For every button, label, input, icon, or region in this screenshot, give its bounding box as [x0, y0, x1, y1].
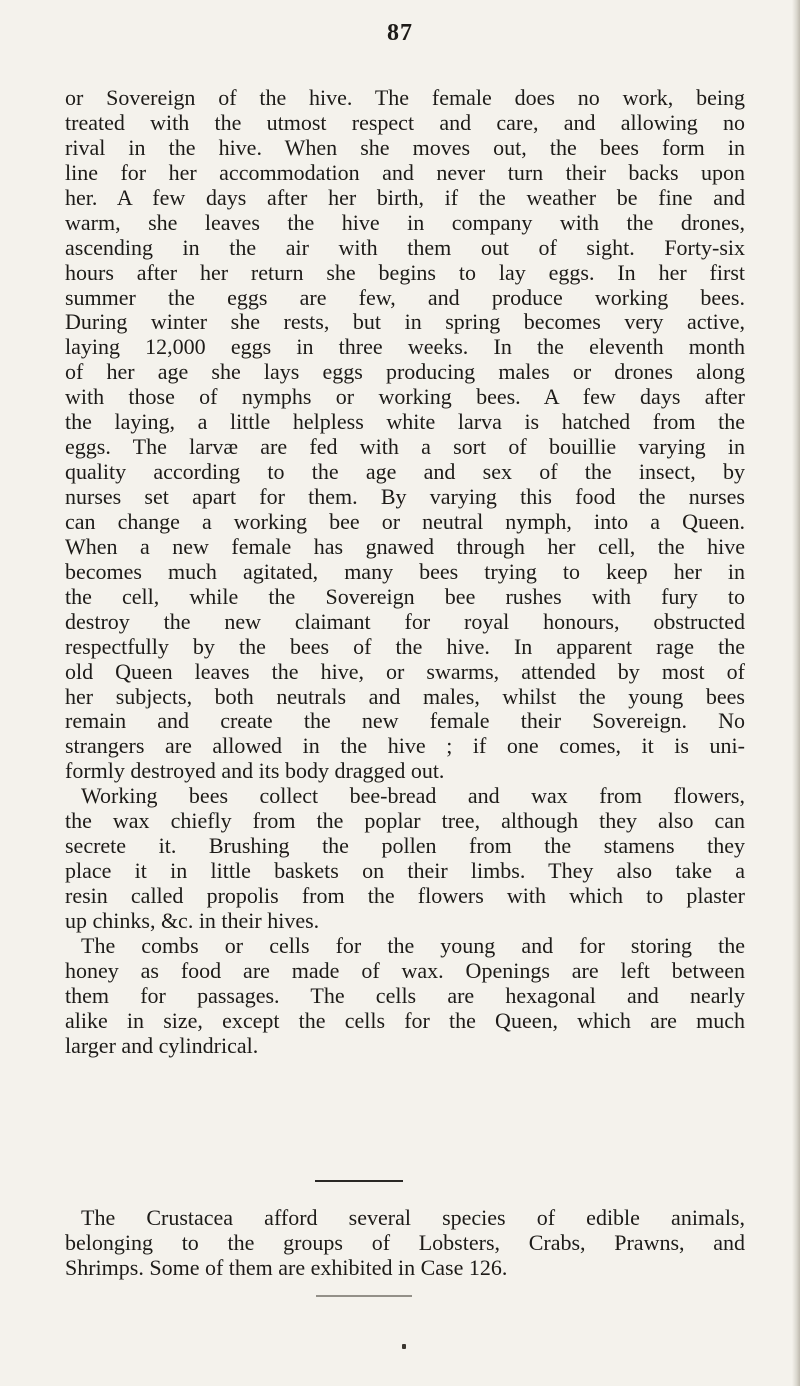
text-line: line for her accommodation and never turn their backs upon	[65, 160, 745, 185]
bottom-rule	[316, 1295, 412, 1297]
text-line: quality according to the age and sex of the insect, by	[65, 460, 745, 485]
text-line: The combs or cells for the young and for storing the	[81, 933, 745, 958]
text-line: summer the eggs are few, and produce working bees.	[65, 285, 745, 310]
paragraph-queen-bee	[65, 86, 745, 784]
text-line: belonging to the groups of Lobsters, Crabs, Prawns, and	[65, 1230, 745, 1255]
text-line: place it in little baskets on their limbs. They also take a	[65, 859, 745, 884]
text-line: Shrimps. Some of them are exhibited in Case 126.	[65, 1255, 508, 1280]
text-line: her. A few days after her birth, if the weather be fine and	[65, 185, 745, 210]
text-line: warm, she leaves the hive in company with the drones,	[65, 210, 745, 235]
text-line: alike in size, except the cells for the Queen, which are much	[65, 1008, 745, 1033]
text-line: eggs. The larvæ are fed with a sort of bouillie varying in	[65, 435, 745, 460]
text-line: destroy the new claimant for royal honours, obstructed	[65, 609, 745, 634]
section-divider	[315, 1180, 403, 1182]
text-line: the laying, a little helpless white larva is hatched from the	[65, 410, 745, 435]
text-line: respectfully by the bees of the hive. In apparent rage the	[65, 634, 745, 659]
text-line: remain and create the new female their Sovereign. No	[65, 709, 745, 734]
text-line: larger and cylindrical.	[65, 1033, 259, 1058]
text-line: When a new female has gnawed through her cell, the hive	[65, 534, 745, 559]
text-line: laying 12,000 eggs in three weeks. In the eleventh month	[65, 335, 745, 360]
text-line: treated with the utmost respect and care, and allowing no	[65, 110, 745, 135]
text-line: with those of nymphs or working bees. A few days after	[65, 385, 745, 410]
page-edge-shadow	[792, 0, 800, 1386]
text-line: secrete it. Brushing the pollen from the stamens they	[65, 834, 745, 859]
text-line: can change a working bee or neutral nymph, into a Queen.	[65, 509, 745, 534]
text-line: her subjects, both neutrals and males, whilst the young bees	[65, 684, 745, 709]
text-line: Working bees collect bee-bread and wax from flowers,	[81, 784, 745, 809]
text-line: rival in the hive. When she moves out, the bees form in	[65, 135, 745, 160]
text-line: the wax chiefly from the poplar tree, although they also can	[65, 809, 745, 834]
text-line: ascending in the air with them out of sight. Forty-six	[65, 235, 745, 260]
text-line: up chinks, &c. in their hives.	[65, 908, 320, 933]
text-line: them for passages. The cells are hexagonal and nearly	[65, 983, 745, 1008]
text-line: of her age she lays eggs producing males or drones along	[65, 360, 745, 385]
page-number: 87	[387, 20, 413, 46]
text-line: During winter she rests, but in spring becomes very active,	[65, 310, 745, 335]
text-line: or Sovereign of the hive. The female does no work, being	[65, 86, 745, 110]
text-line: nurses set apart for them. By varying this food the nurses	[65, 485, 745, 509]
paragraph-working-bees	[65, 784, 745, 934]
text-line: old Queen leaves the hive, or swarms, attended by most of	[65, 659, 745, 684]
body-text	[65, 86, 745, 1059]
text-line: becomes much agitated, many bees trying to keep her in	[65, 559, 745, 584]
text-line: resin called propolis from the flowers with which to plaster	[65, 884, 745, 908]
paragraph-crustacea	[65, 1206, 745, 1281]
paragraph-combs	[65, 934, 745, 1059]
text-line: strangers are allowed in the hive ; if one comes, it is uni-	[65, 734, 745, 759]
text-line: the cell, while the Sovereign bee rushes with fury to	[65, 584, 745, 609]
text-line: formly destroyed and its body dragged out.	[65, 759, 445, 784]
text-line: honey as food are made of wax. Openings are left between	[65, 958, 745, 983]
text-line: The Crustacea afford several species of edible animals,	[81, 1206, 745, 1230]
ink-speck	[402, 1344, 406, 1349]
text-line: hours after her return she begins to lay eggs. In her first	[65, 260, 745, 285]
